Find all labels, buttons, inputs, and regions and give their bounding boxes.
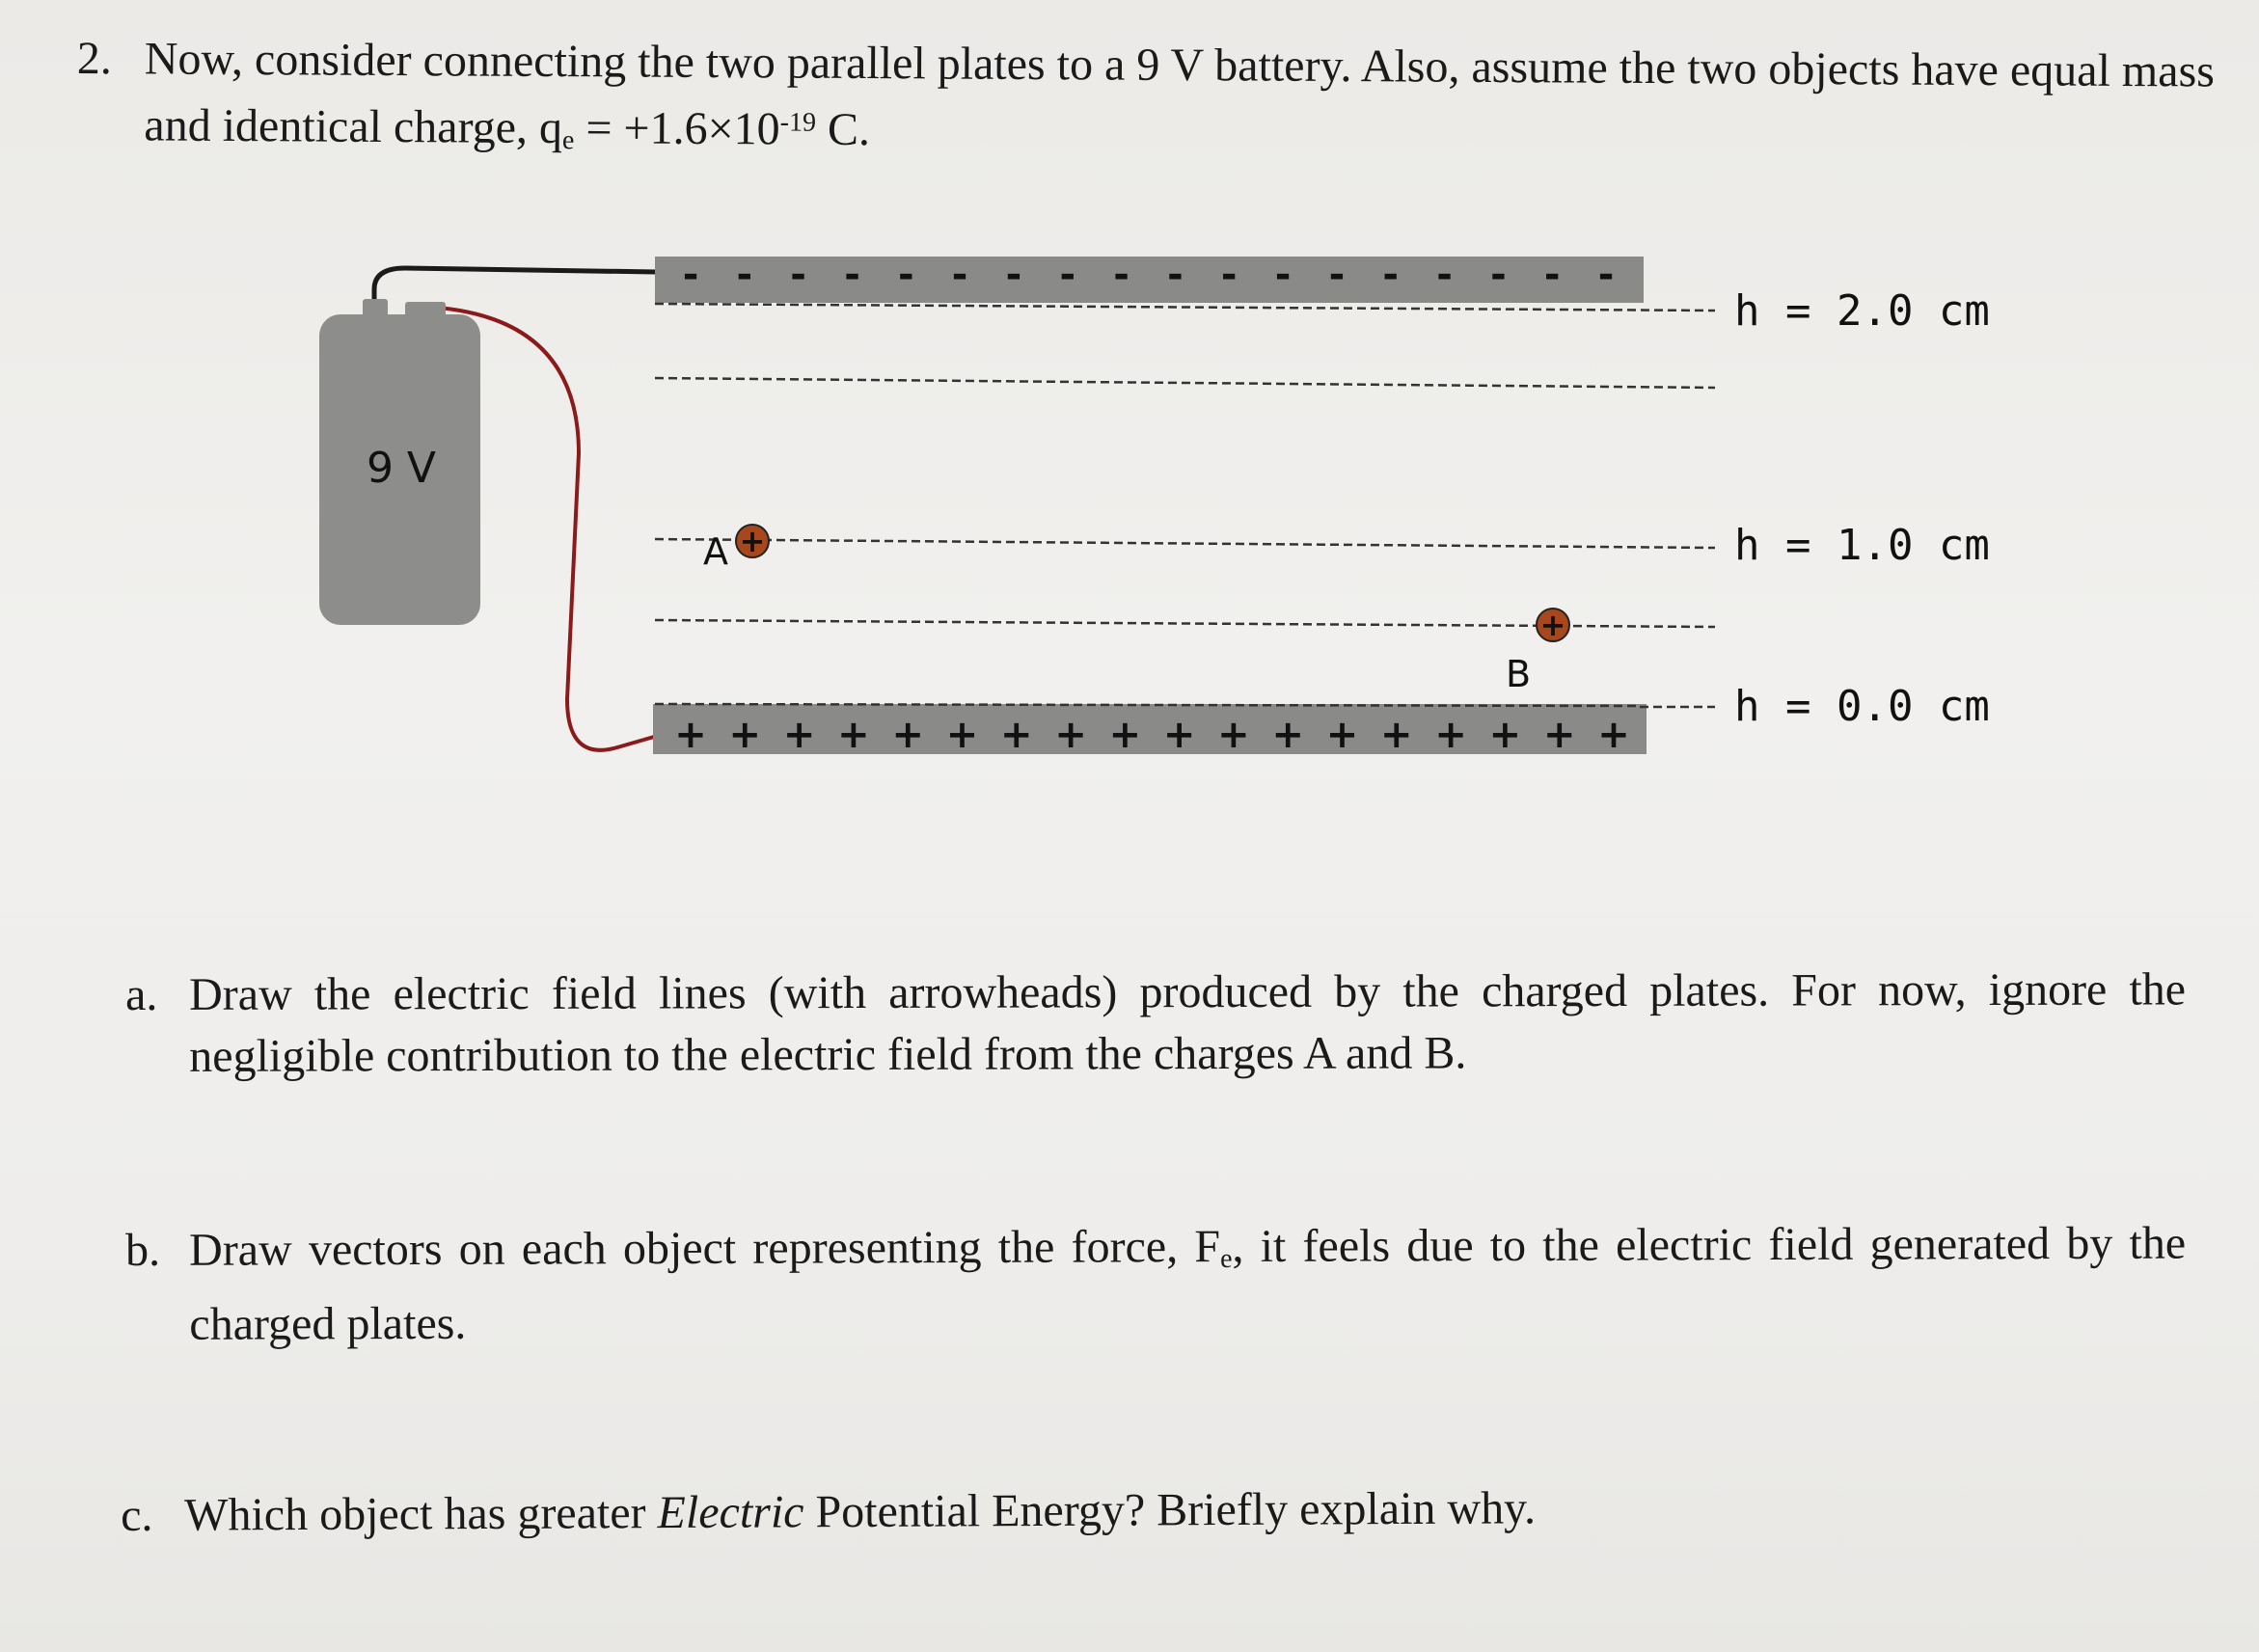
level-line-1-5cm <box>655 378 1715 388</box>
positive-sign: + <box>1000 713 1033 757</box>
black-wire <box>374 268 656 307</box>
negative-sign: - <box>844 253 860 297</box>
question-text: Now, consider connecting the two parallel plates to a 9 V battery. Also, assume the two objects have equal mass and identical charge, $q_e = +1.6\times 10^{-19}$ C. <box>144 33 2216 156</box>
positive-sign: + <box>1488 713 1522 757</box>
positive-sign: + <box>1054 713 1087 757</box>
level-line-2cm <box>655 304 1715 311</box>
charge-b-label: B <box>1505 653 1532 695</box>
negative-sign: - <box>1274 253 1292 297</box>
charge-a-sign: + <box>739 523 766 559</box>
part-c-label: c. <box>121 1489 153 1541</box>
negative-sign: - <box>1436 253 1453 297</box>
part-c-text: Which object has greater Electric Potential Energy? Briefly explain why. <box>184 1482 1537 1541</box>
negative-sign: - <box>1167 253 1184 297</box>
negative-sign: - <box>790 253 806 297</box>
negative-sign: - <box>682 253 699 297</box>
level-line-1cm <box>655 539 1715 548</box>
positive-sign: + <box>1597 713 1630 757</box>
positive-sign: + <box>1162 713 1196 757</box>
charge-a <box>703 523 769 573</box>
positive-sign: + <box>1325 713 1359 757</box>
negative-sign: - <box>1543 253 1561 297</box>
charge-b <box>1506 607 1569 695</box>
positive-sign: + <box>782 713 816 757</box>
negative-sign: - <box>951 253 968 297</box>
positive-sign: + <box>1380 713 1413 757</box>
part-b-text: Draw vectors on each object representing the force, $F_e$, it feels due to the electric field generated by the charged plates. <box>189 1217 2187 1350</box>
question-number: 2. <box>76 32 112 85</box>
positive-sign: + <box>728 713 762 757</box>
negative-sign: - <box>897 253 914 297</box>
positive-sign: + <box>891 713 924 757</box>
positive-sign: + <box>1542 713 1576 757</box>
battery-label: 9 V <box>366 444 437 493</box>
negative-sign: - <box>736 253 753 297</box>
bottom-plate <box>653 704 1647 757</box>
negative-sign: - <box>1220 253 1238 297</box>
positive-sign: + <box>1217 713 1250 757</box>
negative-sign: - <box>1597 253 1615 297</box>
battery <box>319 299 480 625</box>
part-b-label: b. <box>125 1224 161 1276</box>
level-label-1cm: h = 1.0 cm <box>1734 521 1990 570</box>
positive-sign: + <box>674 713 707 757</box>
top-plate <box>655 253 1644 303</box>
positive-sign: + <box>1108 713 1142 757</box>
part-a-label: a. <box>125 968 158 1020</box>
level-label-0cm: h = 0.0 cm <box>1734 682 1990 731</box>
charge-b-sign: + <box>1539 607 1566 643</box>
part-a-text: Draw the electric field lines (with arrowheads) produced by the charged plates. For now, ignore the negligible contribution to the electric field from the charges A and B. <box>189 963 2187 1082</box>
positive-sign: + <box>1271 713 1304 757</box>
positive-sign: + <box>1434 713 1467 757</box>
negative-sign: - <box>1113 253 1130 297</box>
negative-sign: - <box>1059 253 1076 297</box>
negative-sign: - <box>1328 253 1346 297</box>
charge-a-label: A <box>703 530 728 573</box>
negative-sign: - <box>1490 253 1507 297</box>
negative-sign: - <box>1005 253 1022 297</box>
positive-sign: + <box>837 713 870 757</box>
level-label-2cm: h = 2.0 cm <box>1734 286 1990 336</box>
positive-sign: + <box>945 713 979 757</box>
negative-sign: - <box>1382 253 1400 297</box>
